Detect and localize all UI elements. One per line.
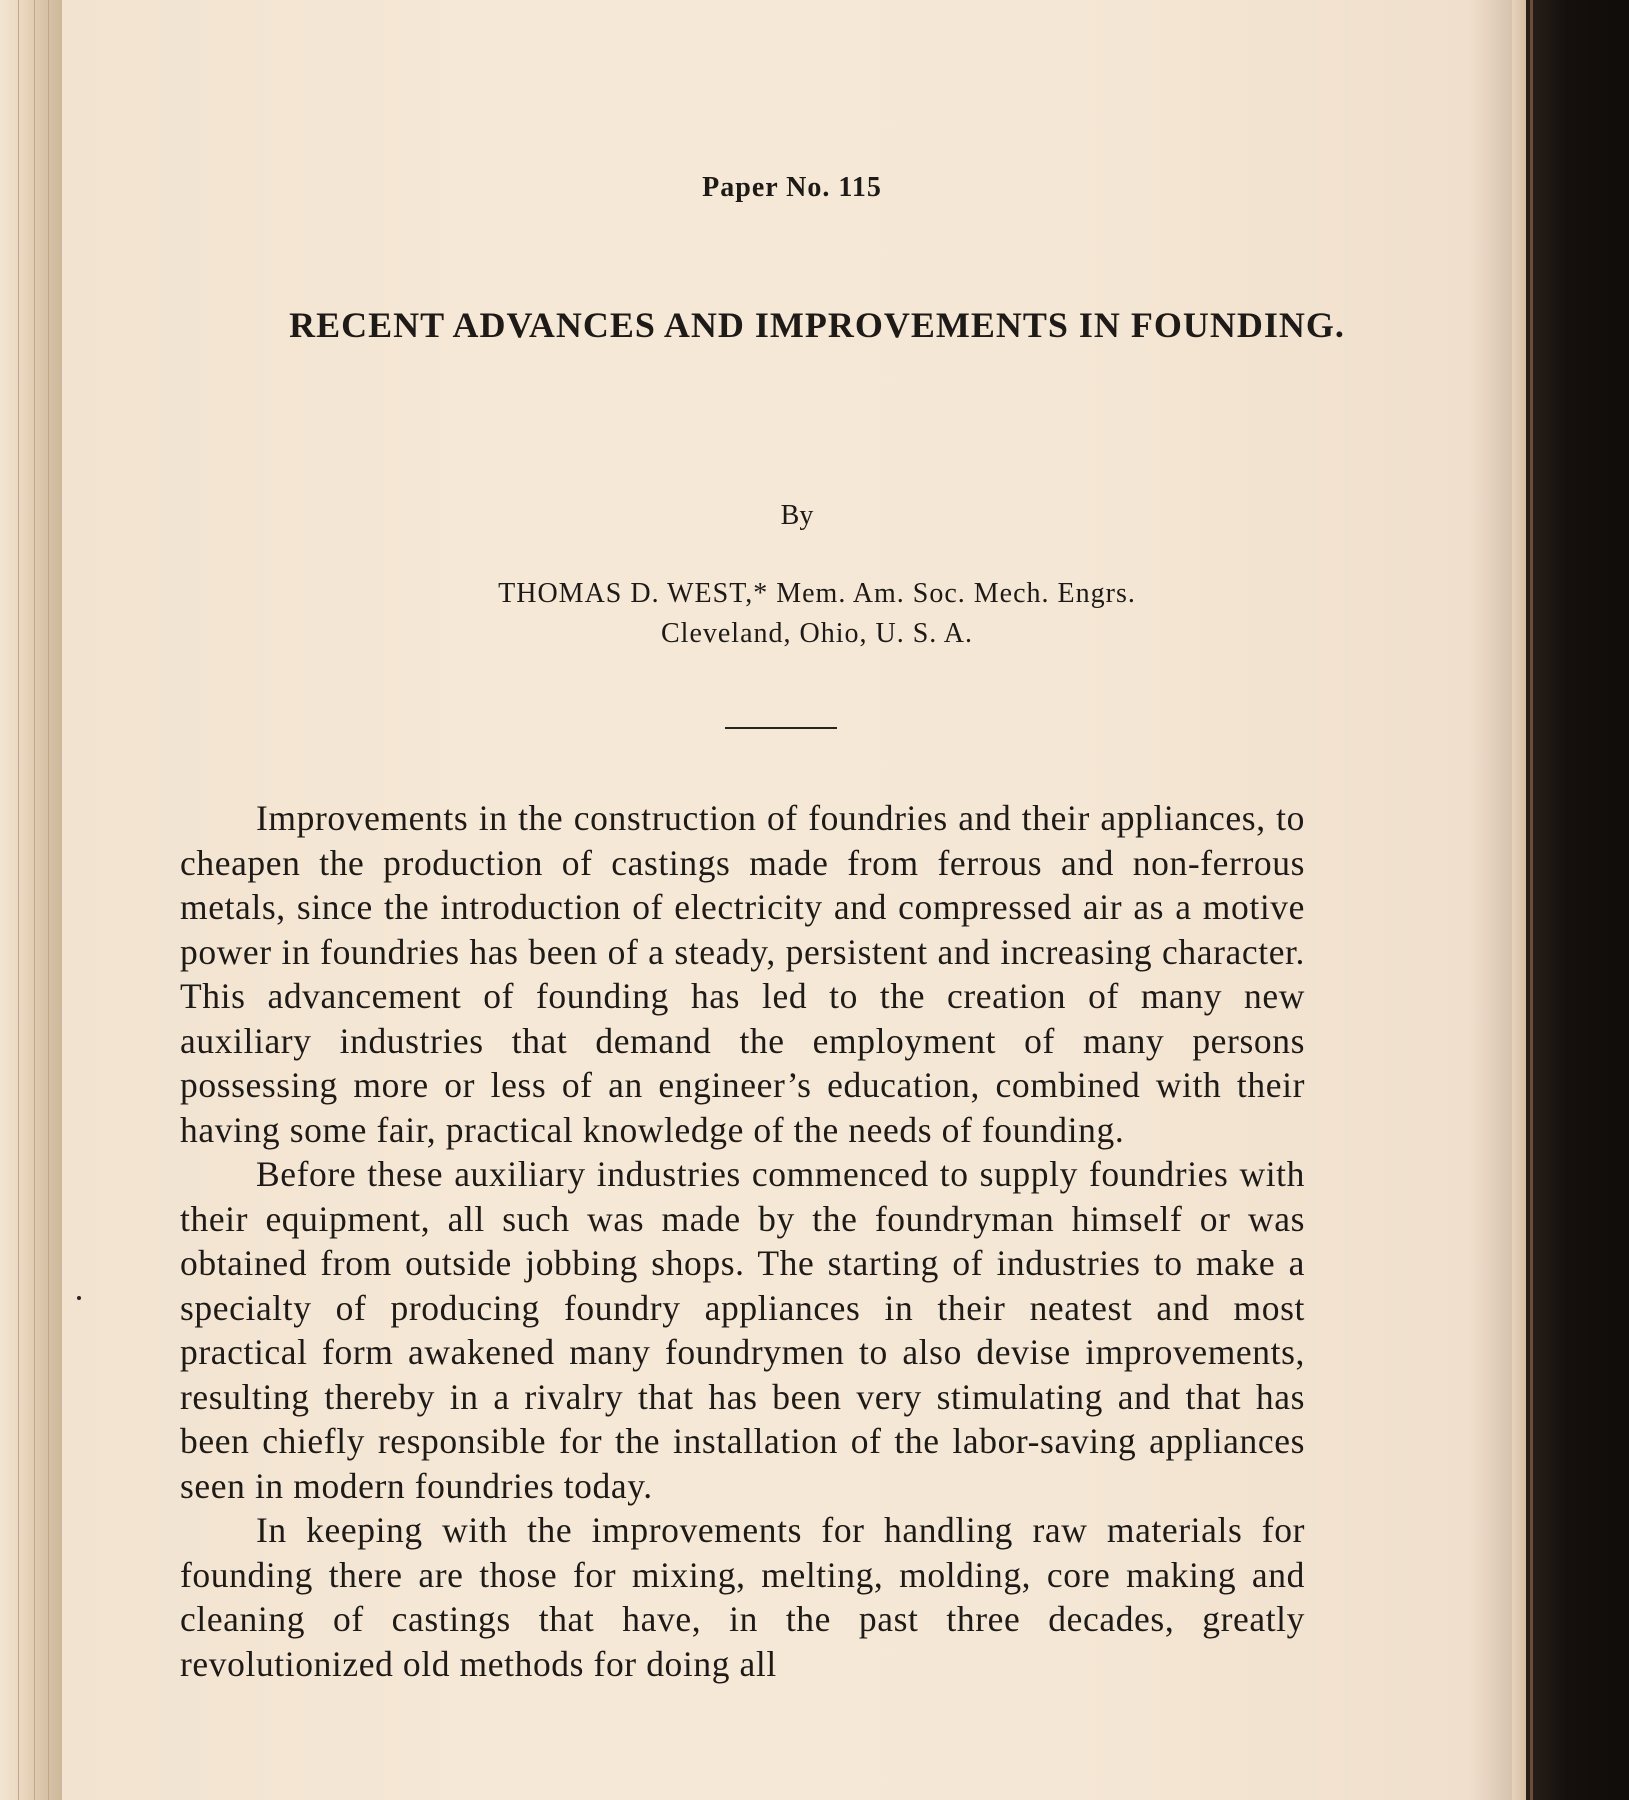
paragraph: Before these auxiliary industries commenced to supply foundries with their equipment, all such was made by the foundryman himself or was obtained from outside jobbing shops. The starting of industries to make a specialty of producing foundry appliances in their neatest and most practical form awakened many foundrymen to also devise improvements, resulting thereby in a rivalry that has been very stimulating and that has been chiefly responsible for the installation of the labor-saving appliances seen in modern foundries today. [180,1154,1305,1506]
left-page-edges [0,0,62,1800]
article-body [180,796,1305,1686]
page-edge-line [18,0,19,1800]
byline-label: By [780,500,814,531]
section-divider [725,727,837,729]
page-edge-line [48,0,49,1800]
author-block [242,574,1392,654]
book-cover [1526,0,1629,1800]
right-page-edge [1512,0,1526,1800]
author-location: Cleveland, Ohio, U. S. A. [661,618,973,649]
margin-mark [77,1296,81,1300]
book-page [62,0,1512,1800]
paragraph: Improvements in the construction of foundries and their appliances, to cheapen the production of castings made from ferrous and non-ferrous metals, since the introduction of electricity and compressed air as a motive power in foundries has been of a steady, persistent and increasing character. This advancement of founding has led to the creation of many new auxiliary industries that demand the employment of many persons possessing more or less of an engineer’s education, combined with their having some fair, practical knowledge of the needs of founding. [180,798,1305,1150]
cover-edge [1530,0,1533,1800]
page-title: RECENT ADVANCES AND IMPROVEMENTS IN FOUNDING. [289,305,1345,345]
paragraph: In keeping with the improvements for handling raw materials for founding there are those for mixing, melting, molding, core making and cleaning of castings that have, in the past three decades, greatly revolutionized old methods for doing all [180,1510,1305,1684]
gutter-shadow [1470,0,1516,1800]
author-name: THOMAS D. WEST,* Mem. Am. Soc. Mech. Engrs. [498,578,1136,609]
page-edge-line [34,0,35,1800]
paper-number: Paper No. 115 [702,172,882,203]
